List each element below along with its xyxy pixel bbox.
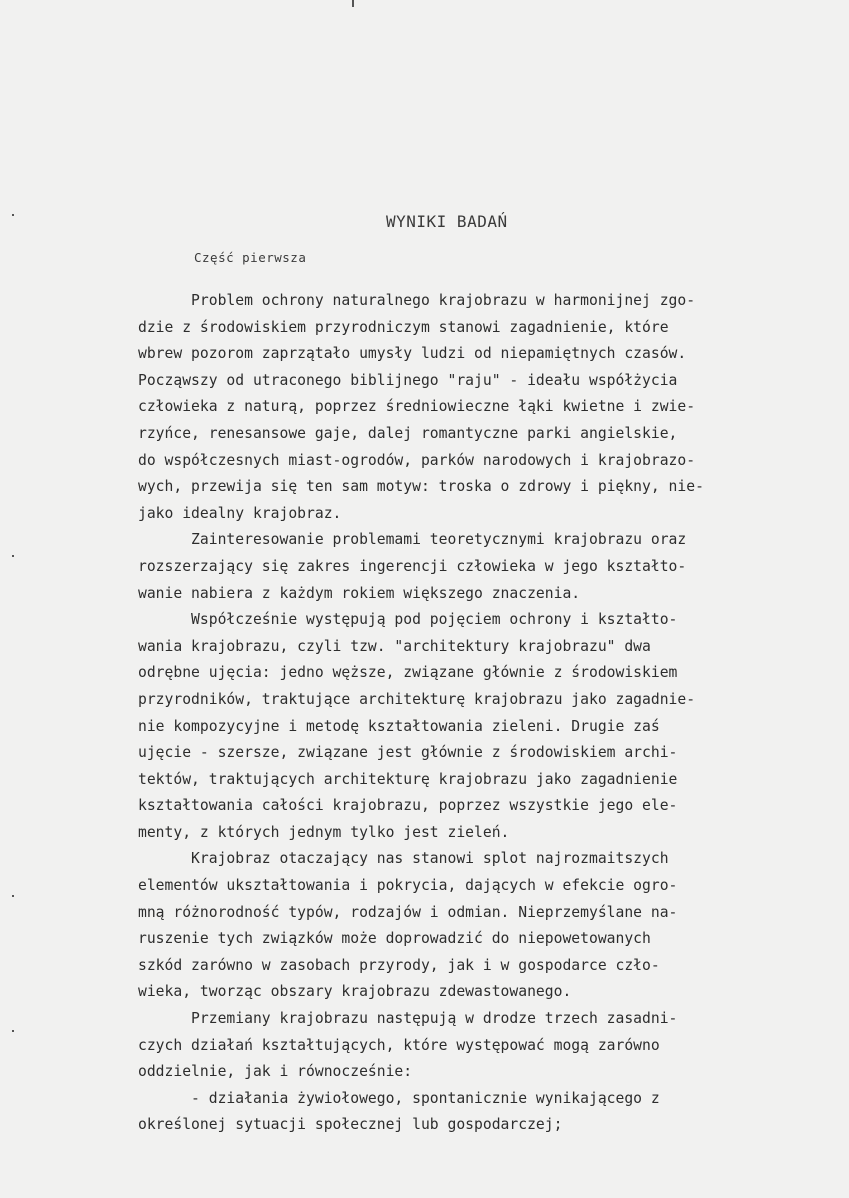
text-line: - działania żywiołowego, spontanicznie wynikającego z xyxy=(138,1089,660,1107)
text-line: wanie nabiera z każdym rokiem większego znaczenia. xyxy=(138,584,581,602)
margin-dot xyxy=(12,1030,14,1032)
text-line: nie kompozycyjne i metodę kształtowania zieleni. Drugie zaś xyxy=(138,717,660,735)
text-line: wieka, tworząc obszary krajobrazu zdewastowanego. xyxy=(138,983,572,1001)
text-line: czych działań kształtujących, które występować mogą zarówno xyxy=(138,1036,660,1054)
text-line: rzyńce, renesansowe gaje, dalej romantyczne parki angielskie, xyxy=(138,424,678,442)
text-line: Przemiany krajobrazu następują w drodze trzech zasadni- xyxy=(138,1010,678,1028)
text-line: kształtowania całości krajobrazu, poprzez wszystkie jego ele- xyxy=(138,797,678,815)
text-line: wania krajobrazu, czyli tzw. "architektury krajobrazu" dwa xyxy=(138,637,651,655)
text-line: Problem ochrony naturalnego krajobrazu w harmonijnej zgo- xyxy=(138,292,696,309)
text-line: szkód zarówno w zasobach przyrody, jak i w gospodarce czło- xyxy=(138,956,660,974)
text-line: Krajobraz otaczający nas stanowi splot najrozmaitszych xyxy=(138,850,669,868)
text-line: dzie z środowiskiem przyrodniczym stanowi zagadnienie, które xyxy=(138,318,669,336)
text-line: człowieka z naturą, poprzez średniowieczne łąki kwietne i zwie- xyxy=(138,398,696,416)
text-line: rozszerzający się zakres ingerencji człowieka w jego kształto- xyxy=(138,557,687,575)
text-line: wych, przewija się ten sam motyw: troska o zdrowy i piękny, nie- xyxy=(138,478,704,496)
text-line: tektów, traktujących architekturę krajobrazu jako zagadnienie xyxy=(138,770,678,788)
text-line: odrębne ujęcia: jedno węższe, związane głównie z środowiskiem xyxy=(138,664,678,682)
text-line: określonej sytuacji społecznej lub gospodarczej; xyxy=(138,1116,563,1134)
text-line: menty, z których jednym tylko jest zieleń. xyxy=(138,823,510,841)
text-line: ujęcie - szersze, związane jest głównie z środowiskiem archi- xyxy=(138,744,678,762)
text-line: ruszenie tych związków może doprowadzić do niepowetowanych xyxy=(138,930,651,948)
text-line: do współczesnych miast-ogrodów, parków narodowych i krajobrazo- xyxy=(138,451,696,469)
text-line: przyrodników, traktujące architekturę krajobrazu jako zagadnie- xyxy=(138,690,696,708)
text-line: jako idealny krajobraz. xyxy=(138,504,342,522)
text-line: oddzielnie, jak i równocześnie: xyxy=(138,1063,413,1081)
text-line: Współcześnie występują pod pojęciem ochrony i kształto- xyxy=(138,611,678,629)
margin-dot xyxy=(12,555,14,557)
page-subtitle: Część pierwsza xyxy=(194,250,307,265)
text-line: Zainteresowanie problemami teoretycznymi krajobrazu oraz xyxy=(138,531,687,549)
text-line: Począwszy od utraconego biblijnego "raju" - ideału współżycia xyxy=(138,371,678,389)
margin-dot xyxy=(12,214,14,216)
text-line: wbrew pozorom zaprzątało umysły ludzi od niepamiętnych czasów. xyxy=(138,345,687,363)
text-line: mną różnorodność typów, rodzajów i odmian. Nieprzemyślane na- xyxy=(138,903,678,921)
text-line: elementów ukształtowania i pokrycia, dających w efekcie ogro- xyxy=(138,877,678,895)
page-title: WYNIKI BADAŃ xyxy=(386,212,508,231)
binding-mark xyxy=(352,0,354,7)
margin-dot xyxy=(12,895,14,897)
document-body xyxy=(138,288,810,1139)
